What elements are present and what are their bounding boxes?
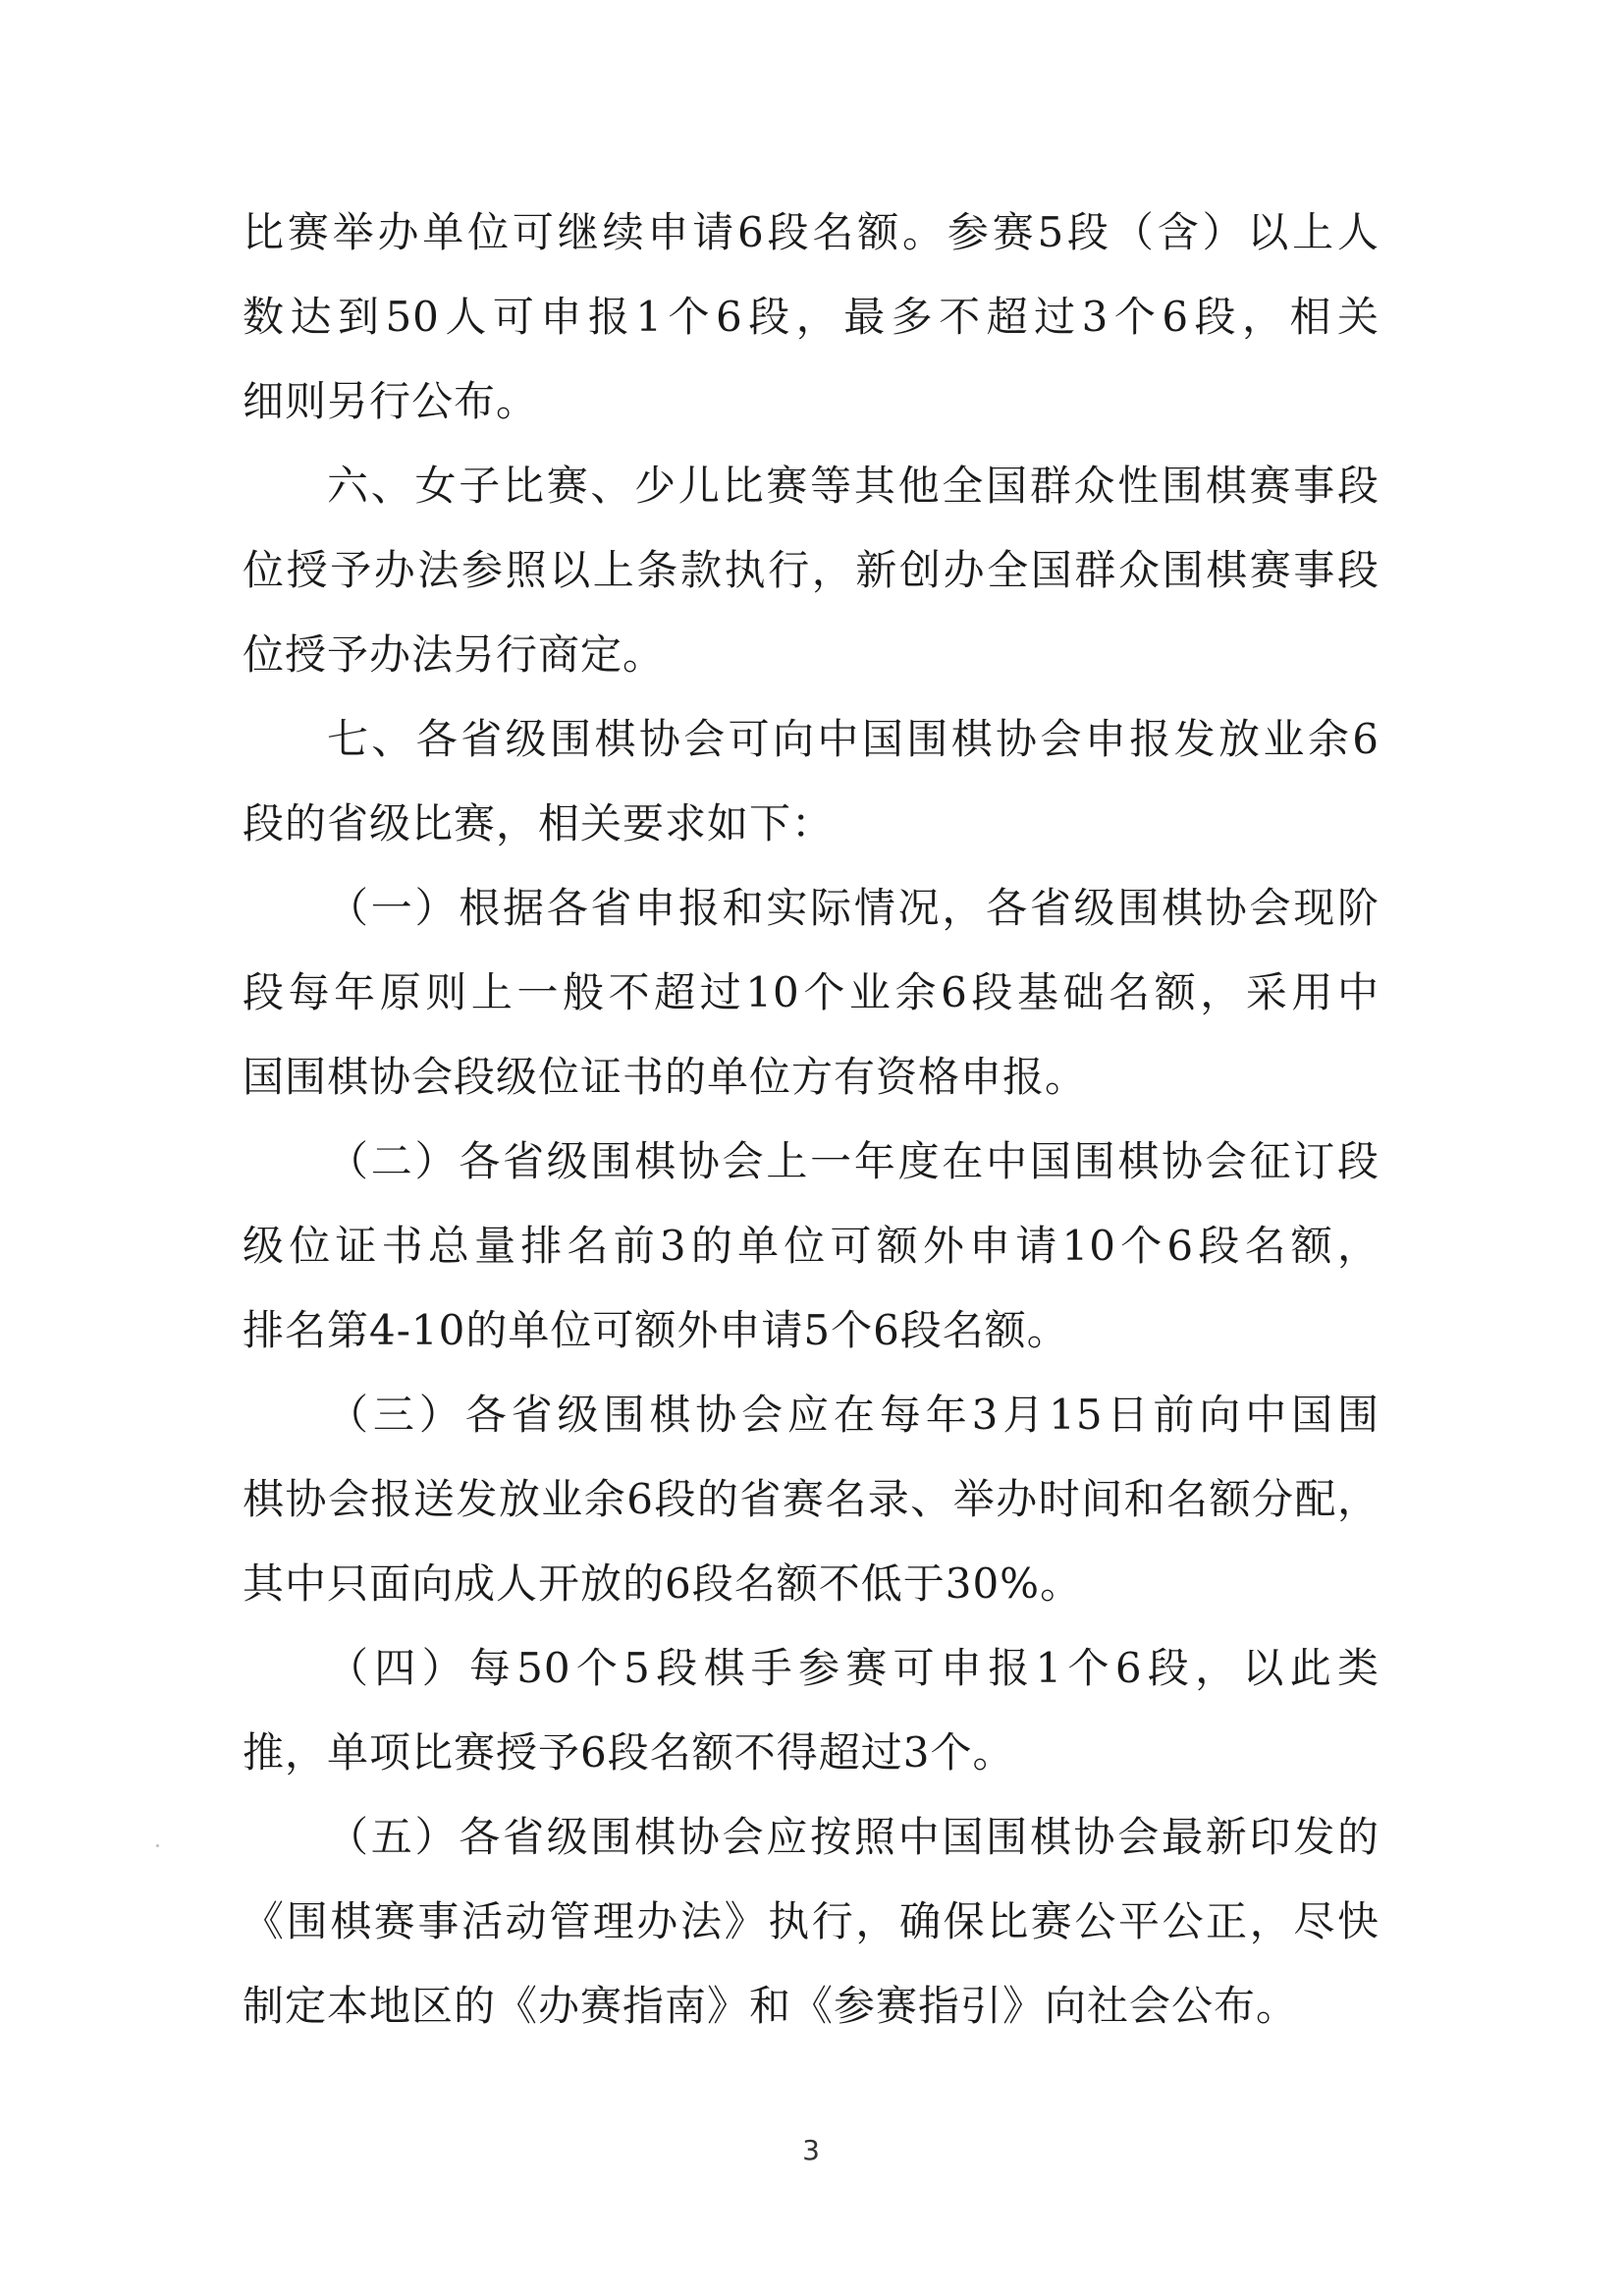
page-number: 3 — [802, 2134, 820, 2166]
paragraph-line: 数达到50人可申报1个6段，最多不超过3个6段，相关 — [243, 293, 1380, 341]
paragraph-line: （二）各省级围棋协会上一年度在中国围棋协会征订段 — [327, 1137, 1380, 1185]
paragraph-line: 棋协会报送发放业余6段的省赛名录、举办时间和名额分配， — [243, 1475, 1380, 1523]
paragraph-line: 段每年原则上一般不超过10个业余6段基础名额，采用中 — [243, 968, 1380, 1016]
paragraph-line: 排名第4-10的单位可额外申请5个6段名额。 — [243, 1306, 1069, 1354]
paragraph-line: 《围棋赛事活动管理办法》执行，确保比赛公平公正，尽快 — [243, 1897, 1380, 1945]
paragraph-line: 比赛举办单位可继续申请6段名额。参赛5段（含）以上人 — [243, 208, 1380, 256]
paragraph-line: 级位证书总量排名前3的单位可额外申请10个6段名额， — [243, 1222, 1380, 1270]
paragraph-line: 其中只面向成人开放的6段名额不低于30%。 — [243, 1559, 1083, 1608]
paragraph-line: 制定本地区的《办赛指南》和《参赛指引》向社会公布。 — [243, 1982, 1299, 2030]
paragraph-line: 位授予办法另行商定。 — [243, 630, 666, 679]
paragraph-line: 细则另行公布。 — [243, 377, 539, 425]
paragraph-line: 段的省级比赛，相关要求如下： — [243, 799, 835, 847]
paragraph-line: （四）每50个5段棋手参赛可申报1个6段，以此类 — [327, 1644, 1380, 1692]
paragraph-line: 六、女子比赛、少儿比赛等其他全国群众性围棋赛事段 — [327, 462, 1380, 510]
paragraph-line: （一）根据各省申报和实际情况，各省级围棋协会现阶 — [327, 884, 1380, 932]
paragraph-line: 位授予办法参照以上条款执行，新创办全国群众围棋赛事段 — [243, 546, 1380, 594]
paragraph-line: 推，单项比赛授予6段名额不得超过3个。 — [243, 1728, 1015, 1777]
paragraph-line: （五）各省级围棋协会应按照中国围棋协会最新印发的 — [327, 1813, 1380, 1861]
paragraph-line: 七、各省级围棋协会可向中国围棋协会申报发放业余6 — [327, 715, 1380, 763]
scan-speck — [156, 1844, 159, 1847]
paragraph-line: （三）各省级围棋协会应在每年3月15日前向中国围 — [327, 1391, 1380, 1439]
paragraph-line: 国围棋协会段级位证书的单位方有资格申报。 — [243, 1053, 1088, 1101]
